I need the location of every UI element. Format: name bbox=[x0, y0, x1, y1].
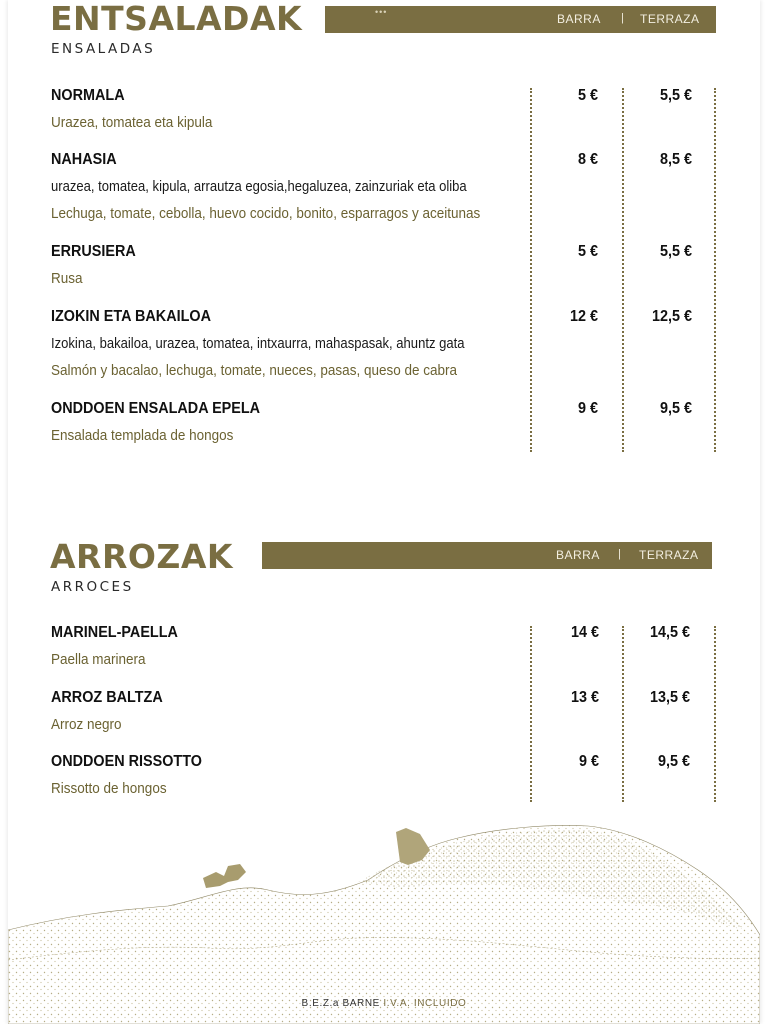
price-terraza: 9,5 € bbox=[659, 400, 692, 417]
price-barra: 5 € bbox=[577, 87, 598, 104]
price-barra: 8 € bbox=[577, 151, 598, 168]
price-terraza: 9,5 € bbox=[657, 753, 690, 770]
column-divider bbox=[622, 626, 624, 802]
column-label-terraza: TERRAZA bbox=[640, 12, 700, 26]
column-separator: | bbox=[618, 548, 621, 560]
description-eu: Izokina, bakailoa, urazea, tomatea, intxaurra, mahaspasak, ahuntz gata bbox=[51, 336, 465, 352]
description-es: Salmón y bacalao, lechuga, tomate, nueces, pasas, queso de cabra bbox=[51, 362, 458, 379]
section-subtitle: ARROCES bbox=[51, 579, 134, 595]
description-eu: urazea, tomatea, kipula, arrautza egosia,hegaluzea, zainzuriak eta oliba bbox=[51, 179, 467, 195]
column-header-bar bbox=[325, 6, 716, 33]
bar-dots: ••• bbox=[375, 7, 388, 17]
description-es: Arroz negro bbox=[51, 716, 122, 733]
column-divider bbox=[714, 626, 716, 802]
price-barra: 9 € bbox=[577, 400, 598, 417]
section-title: ENTSALADAK bbox=[50, 0, 303, 38]
menu-item-name: NAHASIA bbox=[51, 151, 117, 168]
price-terraza: 14,5 € bbox=[649, 624, 690, 641]
column-divider bbox=[530, 626, 532, 802]
menu-item-name: ARROZ BALTZA bbox=[51, 689, 163, 706]
menu-page bbox=[8, 0, 760, 1024]
price-barra: 5 € bbox=[577, 243, 598, 260]
menu-item-name: ERRUSIERA bbox=[51, 243, 136, 260]
menu-item-name: NORMALA bbox=[51, 87, 125, 104]
footer-text: B.E.Z.a BARNE bbox=[301, 998, 380, 1009]
description-es: Urazea, tomatea eta kipula bbox=[51, 114, 213, 131]
menu-item-name: ONDDOEN ENSALADA EPELA bbox=[51, 400, 261, 417]
description-es: Ensalada templada de hongos bbox=[51, 427, 234, 444]
column-divider bbox=[530, 88, 532, 452]
column-divider bbox=[714, 88, 716, 452]
section-title: ARROZAK bbox=[50, 537, 233, 576]
section-subtitle: ENSALADAS bbox=[51, 41, 156, 57]
price-terraza: 8,5 € bbox=[659, 151, 692, 168]
price-barra: 9 € bbox=[578, 753, 599, 770]
menu-item-name: MARINEL-PAELLA bbox=[51, 624, 178, 641]
column-header-bar bbox=[262, 542, 712, 569]
column-separator: | bbox=[621, 12, 624, 24]
footer-highlight: I.V.A. INCLUIDO bbox=[383, 998, 467, 1009]
price-terraza: 5,5 € bbox=[659, 243, 692, 260]
description-es: Paella marinera bbox=[51, 651, 146, 668]
column-divider bbox=[622, 88, 624, 452]
column-label-barra: BARRA bbox=[557, 12, 601, 26]
price-terraza: 12,5 € bbox=[651, 308, 692, 325]
footer-note bbox=[8, 998, 760, 1009]
price-terraza: 13,5 € bbox=[649, 689, 690, 706]
mountain-illustration bbox=[8, 810, 760, 1024]
price-terraza: 5,5 € bbox=[659, 87, 692, 104]
price-barra: 12 € bbox=[569, 308, 598, 325]
description-es: Lechuga, tomate, cebolla, huevo cocido, bonito, esparragos y aceitunas bbox=[51, 205, 481, 222]
price-barra: 13 € bbox=[570, 689, 599, 706]
description-es: Rusa bbox=[51, 270, 83, 287]
menu-item-name: ONDDOEN RISSOTTO bbox=[51, 753, 202, 770]
column-label-barra: BARRA bbox=[556, 548, 600, 562]
menu-item-name: IZOKIN ETA BAKAILOA bbox=[51, 308, 211, 325]
description-es: Rissotto de hongos bbox=[51, 780, 167, 797]
column-label-terraza: TERRAZA bbox=[639, 548, 699, 562]
price-barra: 14 € bbox=[570, 624, 599, 641]
